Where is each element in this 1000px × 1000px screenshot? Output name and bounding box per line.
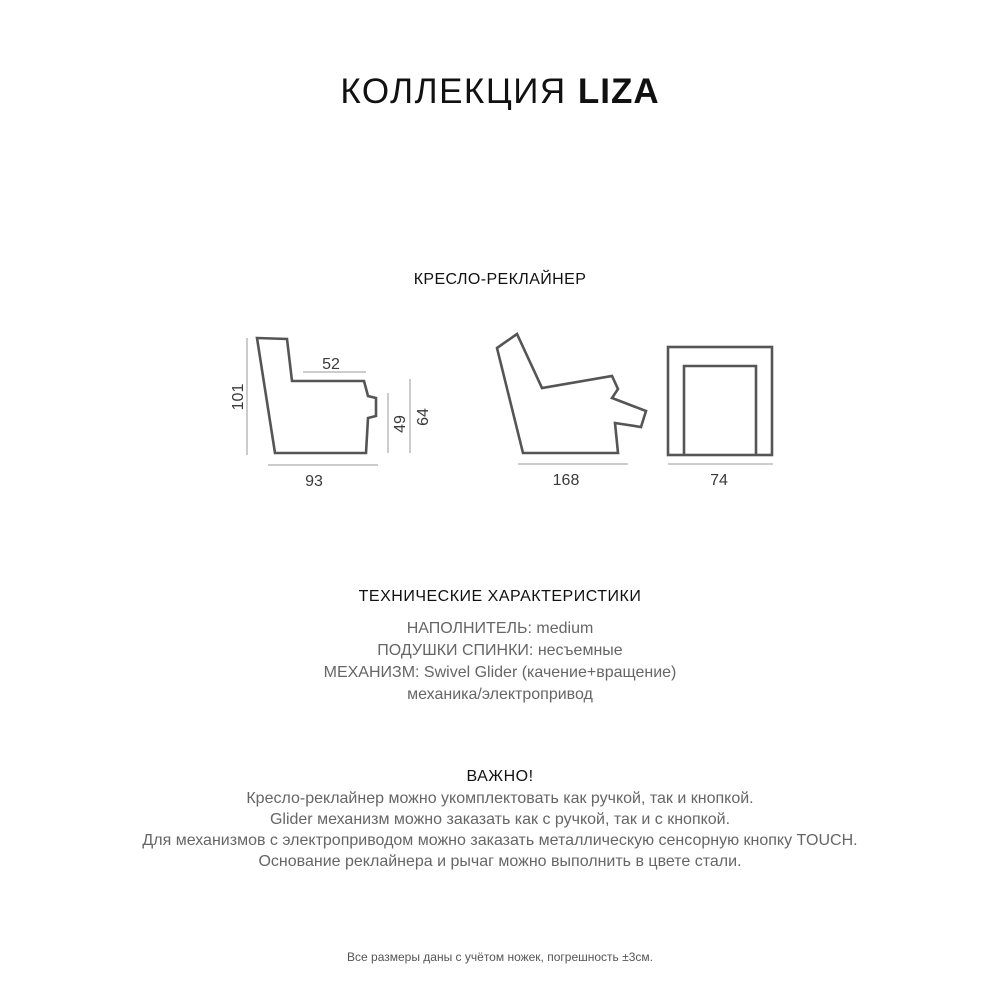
important-notes-section <box>0 766 1000 872</box>
spec-row-mechanism: МЕХАНИЗМ: Swivel Glider (качение+вращение) <box>323 664 677 681</box>
important-heading: ВАЖНО! <box>466 768 534 785</box>
spec-row-filling: НАПОЛНИТЕЛЬ: medium <box>406 620 594 637</box>
important-note: Glider механизм можно заказать как с ручкой, так и с кнопкой. <box>269 811 731 828</box>
height-dimension-label: 101 <box>230 383 247 411</box>
reclined-view-drawing <box>497 334 646 489</box>
spec-row-back-cushions: ПОДУШКИ СПИНКИ: несъемные <box>377 642 623 659</box>
specs-list <box>0 618 1000 706</box>
title-prefix: КОЛЛЕКЦИЯ <box>340 72 567 111</box>
depth-dimension-label: 93 <box>305 473 323 490</box>
important-note: Кресло-реклайнер можно укомплектовать как ручкой, так и кнопкой. <box>246 790 754 807</box>
reclined-view-outline <box>497 334 646 453</box>
seat-depth-dimension-label: 52 <box>322 356 340 373</box>
front-view-drawing <box>668 347 773 489</box>
important-note: Для механизмов с электроприводом можно заказать металлическую сенсорную кнопку TOUCH. <box>142 832 858 849</box>
side-view-drawing <box>230 338 432 490</box>
important-note: Основание реклайнера и рычаг можно выполнить в цвете стали. <box>258 853 742 870</box>
arm-height-dimension-label: 64 <box>415 408 432 426</box>
reclined-length-dimension-label: 168 <box>552 472 580 489</box>
technical-specs-section <box>0 586 1000 706</box>
title-collection-name: LIZA <box>577 72 660 111</box>
specs-heading: ТЕХНИЧЕСКИЕ ХАРАКТЕРИСТИКИ <box>358 588 642 605</box>
product-name: КРЕСЛО-РЕКЛАЙНЕР <box>413 271 587 288</box>
front-view-inner-outline <box>684 366 756 455</box>
seat-height-dimension-label: 49 <box>392 415 409 433</box>
side-view-outline <box>257 338 376 453</box>
width-dimension-label: 74 <box>710 472 728 489</box>
spec-row-drive-type: механика/электропривод <box>407 686 593 703</box>
dimensions-footnote: Все размеры даны с учётом ножек, погрешность ±3см. <box>347 950 653 964</box>
